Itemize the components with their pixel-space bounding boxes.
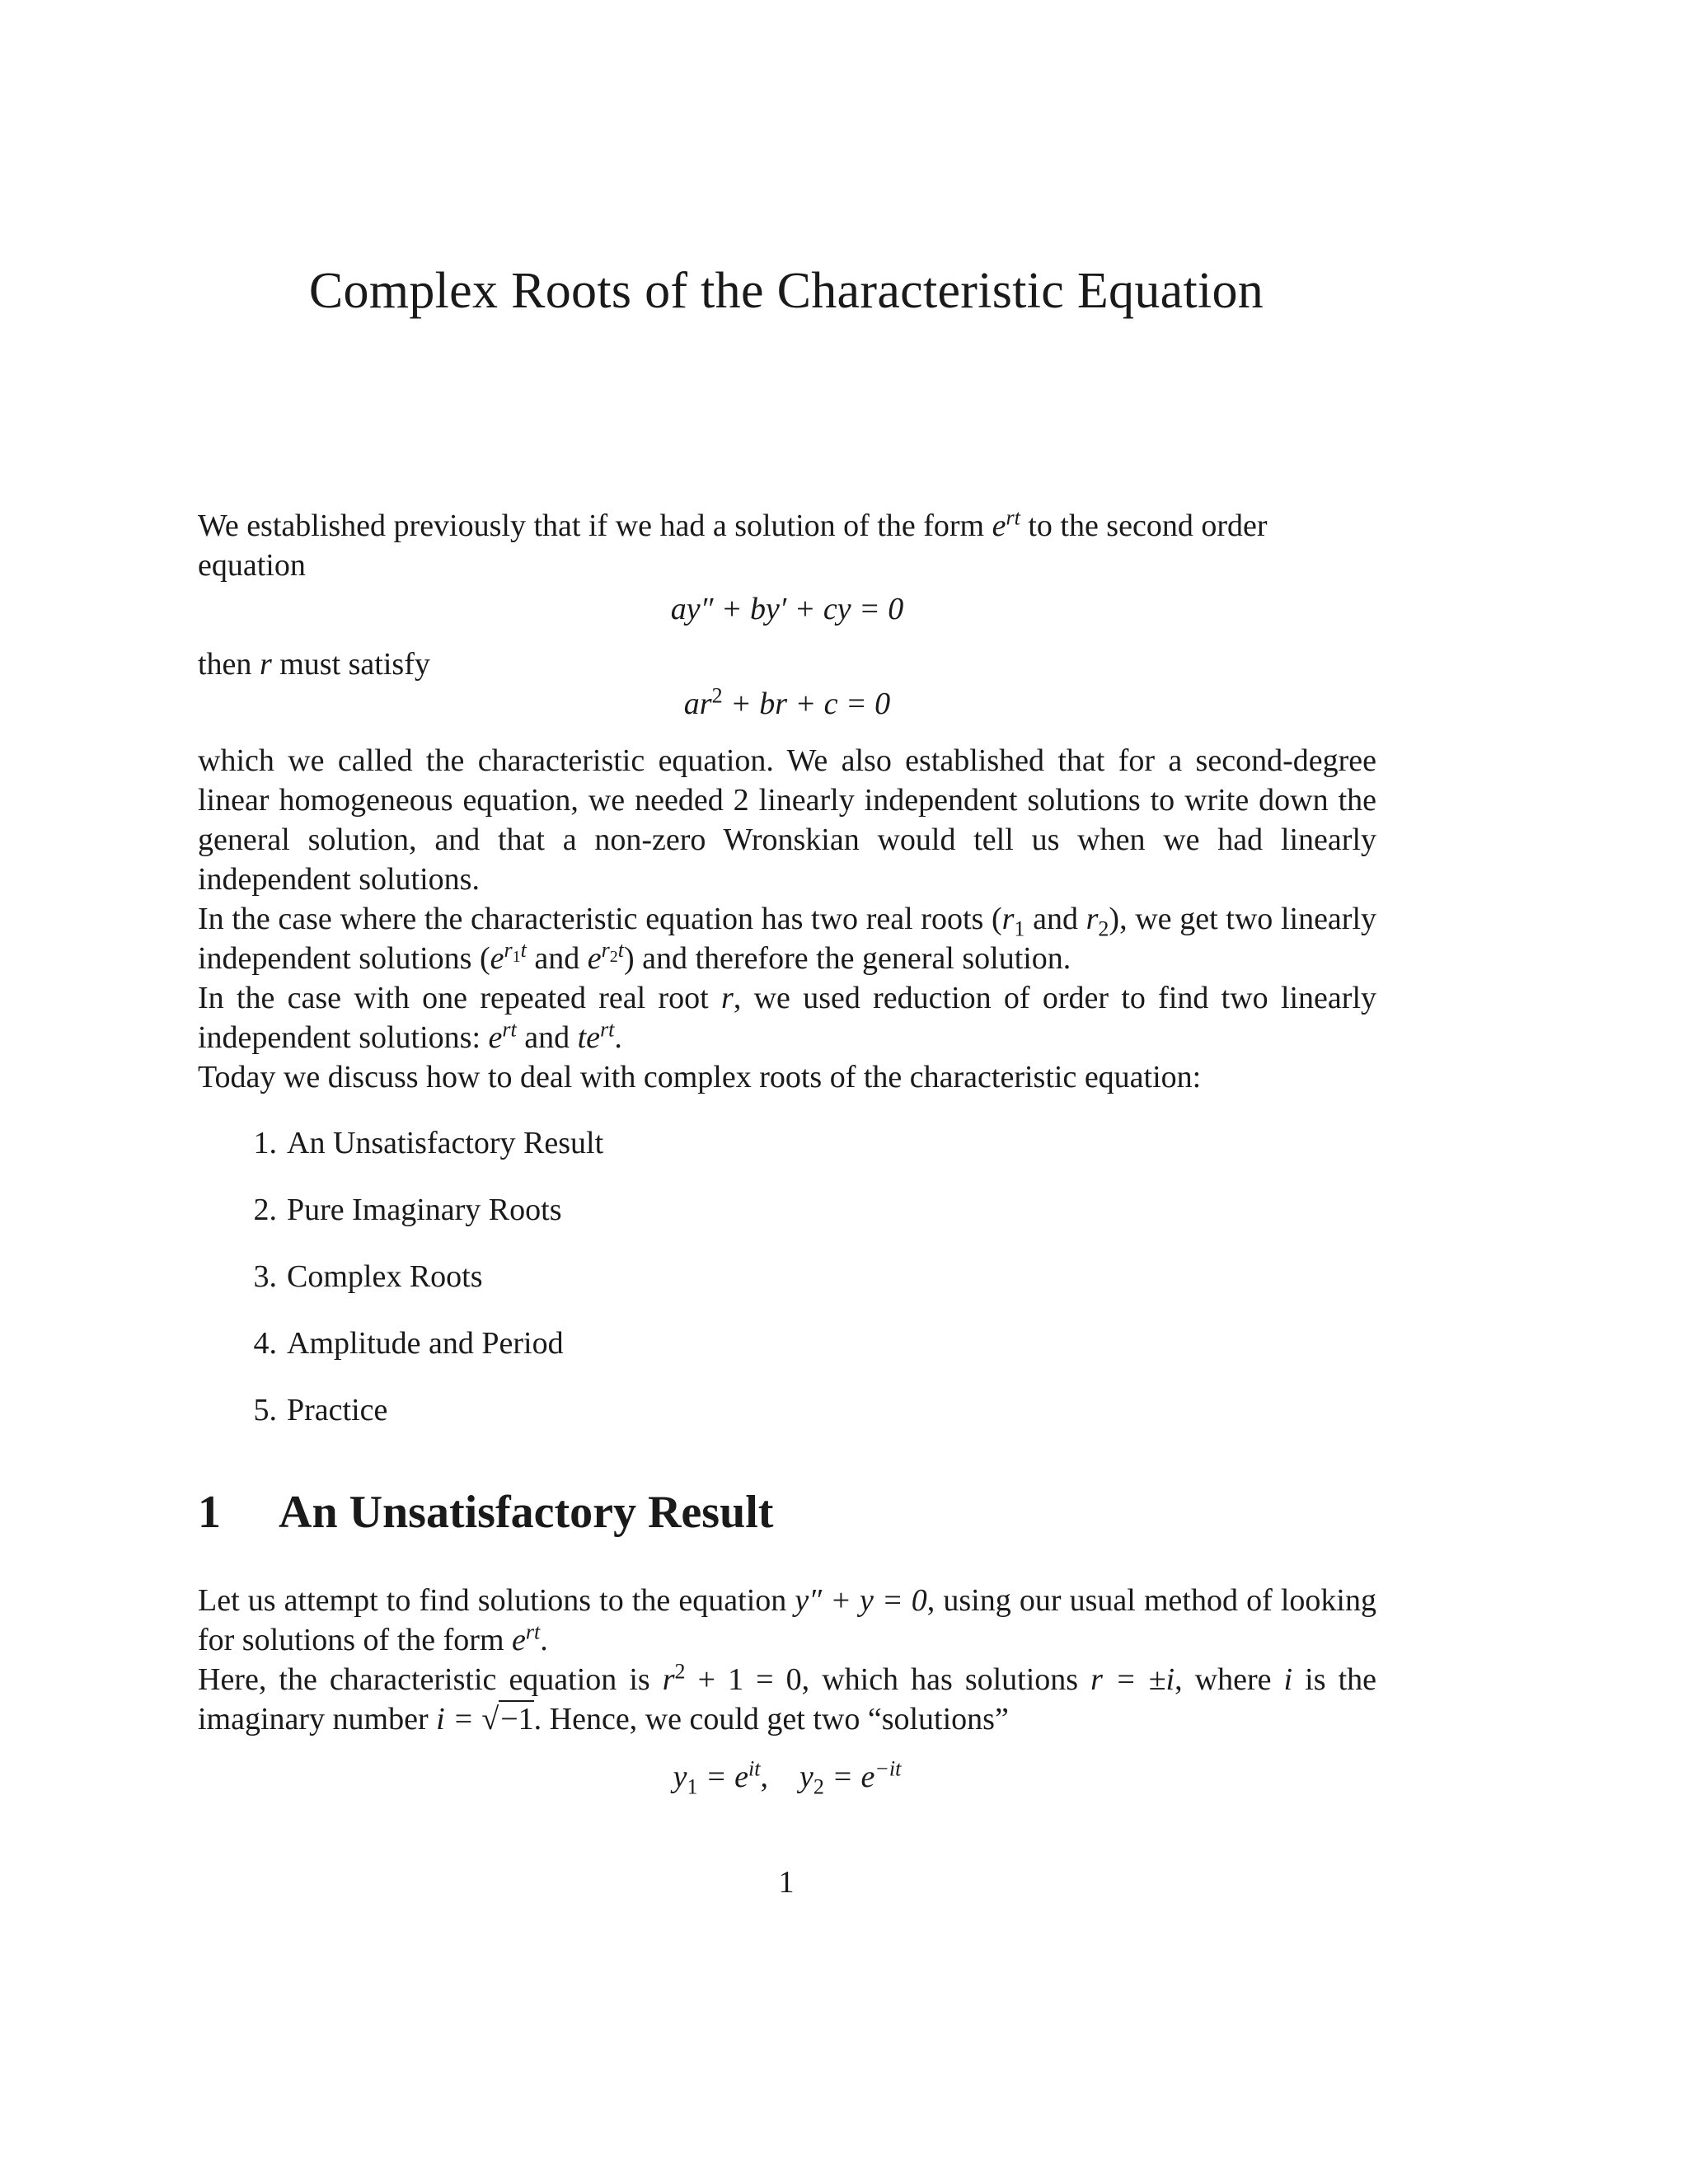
- contents-list: [198, 1123, 603, 1457]
- math-tert: $te^{rt}$: [577, 1017, 615, 1055]
- list-item[interactable]: 3. Complex Roots: [253, 1259, 483, 1294]
- math-y2: $y_2 = e^{-it}$: [799, 1756, 902, 1799]
- intro-paragraph-1: We established previously that if we had a solution of the form $e^{rt}$ to the second order equation: [198, 505, 1268, 583]
- list-item[interactable]: 5. Practice: [253, 1393, 388, 1427]
- intro-paragraph-4: In the case where the characteristic equation has two real roots ($r_1$ and $r_2$), we get two linearly independent solutions ($e^{r_1t}$ and $e^{r_2t}$) and therefore the general solution.: [198, 902, 1377, 976]
- math-r2: $r_2$: [1085, 902, 1109, 941]
- math-ert-2: $e^{rt}$: [488, 1017, 517, 1055]
- equation-complex-solutions: $y_1 = e^{it}$, $y_2 = e^{-it}$: [673, 1756, 902, 1799]
- equation-second-order: ay″ + by′ + cy = 0: [670, 592, 904, 626]
- section-heading-1: 1 An Unsatisfactory Result: [198, 1487, 774, 1538]
- intro-paragraph-5: In the case with one repeated real root r, we used reduction of order to find two linearly independent solutions: $e^{rt}$ and $te^{rt}$.: [198, 981, 1376, 1055]
- math-ert-3: $e^{rt}$: [512, 1619, 541, 1657]
- intro-paragraph-6: Today we discuss how to deal with complex roots of the characteristic equation:: [198, 1060, 1202, 1094]
- math-r2-char: $r^2$: [662, 1659, 686, 1697]
- section1-paragraph-1: Let us attempt to find solutions to the equation y″ + y = 0, using our usual method of looking for solutions of the form $e^{rt}$.: [198, 1583, 1376, 1657]
- math-y1: $y_1 = e^{it}$: [673, 1756, 761, 1799]
- math-ar2: $ar^2$ + br + c = 0: [683, 683, 891, 721]
- math-er1t: $e^{r_1t}$: [490, 938, 527, 976]
- section1-paragraph-2: Here, the characteristic equation is $r^2 + 1 = 0$, which has solutions r = ±i, where i is the imaginary number i = √−1. Hence, we could get two “solutions”: [198, 1660, 1376, 1739]
- document-title: Complex Roots of the Characteristic Equation: [308, 263, 1264, 319]
- math-er2t: $e^{r_2t}$: [587, 938, 624, 976]
- intro-paragraph-2: then r must satisfy: [198, 647, 430, 682]
- list-item[interactable]: 2. Pure Imaginary Roots: [253, 1193, 562, 1227]
- list-item[interactable]: 4. Amplitude and Period: [253, 1326, 564, 1361]
- math-r1: $r_1$: [1001, 902, 1025, 941]
- page-number: 1: [778, 1865, 795, 1900]
- intro-paragraph-3: which we called the characteristic equation. We also established that for a second-degree linear homogeneous equation, we needed 2 linearly independent solutions to write down the general solution, and that a non-zero Wronskian would tell us when we had linearly independent solutions.: [198, 743, 1376, 897]
- list-item[interactable]: 1. An Unsatisfactory Result: [253, 1126, 604, 1160]
- sqrt-neg-one: √−1: [481, 1702, 534, 1736]
- equation-characteristic: [198, 684, 1376, 724]
- math-ert: $e^{rt}$: [992, 505, 1020, 543]
